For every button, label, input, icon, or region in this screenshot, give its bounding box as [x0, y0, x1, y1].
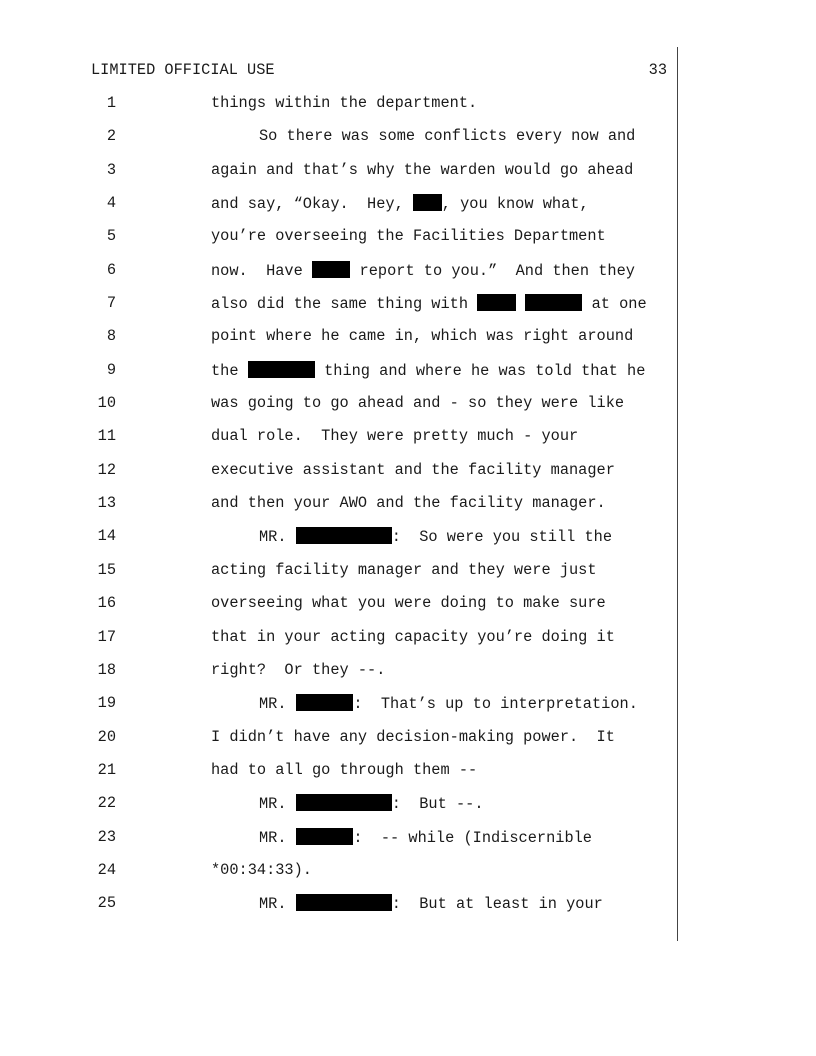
- transcript-line: [0, 394, 816, 427]
- line-text: [259, 828, 592, 847]
- transcript-line: [0, 294, 816, 327]
- redaction-block: [296, 527, 392, 544]
- line-number: 12: [97, 460, 116, 479]
- transcript-line: [0, 694, 816, 727]
- line-text: [259, 894, 603, 913]
- line-number: 8: [106, 327, 116, 346]
- text-run: : That’s up to interpretation.: [353, 695, 638, 714]
- redaction-block: [296, 828, 354, 845]
- text-run: that in your acting capacity you’re doing it: [211, 627, 615, 646]
- line-text: [211, 661, 385, 679]
- line-number: 22: [97, 794, 116, 813]
- redaction-block: [525, 294, 583, 311]
- redaction-block: [248, 361, 315, 378]
- transcript-line: [0, 227, 816, 260]
- text-run: had to all go through them --: [211, 760, 478, 779]
- line-text: [259, 127, 635, 145]
- transcript-line: [0, 594, 816, 627]
- line-number: 13: [97, 494, 116, 513]
- line-number: 16: [97, 594, 116, 613]
- redaction-block: [477, 294, 515, 311]
- line-text: [211, 394, 624, 412]
- text-run: things within the department.: [211, 94, 478, 112]
- line-number: 20: [97, 727, 116, 746]
- text-run: I didn’t have any decision-making power. It: [211, 727, 615, 746]
- line-number: 6: [106, 260, 116, 279]
- transcript-line: [0, 628, 816, 661]
- transcript-line: [0, 194, 816, 227]
- line-number: 17: [97, 627, 116, 646]
- redaction-block: [296, 794, 392, 811]
- transcript-line: [0, 161, 816, 194]
- line-text: [259, 694, 638, 713]
- text-run: was going to go ahead and - so they were like: [211, 394, 625, 413]
- line-text: [211, 327, 633, 345]
- transcript-line: [0, 861, 816, 894]
- text-run: *00:34:33).: [211, 860, 312, 879]
- text-run: overseeing what you were doing to make sure: [211, 594, 606, 613]
- redaction-block: [296, 894, 392, 911]
- line-text: [211, 861, 312, 879]
- line-number: 3: [106, 160, 116, 179]
- text-run: and say, “Okay. Hey,: [211, 195, 413, 214]
- line-text: [211, 227, 606, 245]
- line-number: 1: [106, 94, 116, 112]
- text-run: report to you.” And then they: [350, 261, 635, 280]
- line-number: 15: [97, 560, 116, 579]
- line-text: [211, 761, 477, 779]
- line-text: [211, 194, 589, 213]
- line-text: [211, 161, 633, 179]
- line-text: [211, 294, 647, 313]
- line-text: [211, 594, 606, 612]
- line-number: 18: [97, 660, 116, 679]
- line-number: 23: [97, 827, 116, 846]
- line-number: 25: [97, 894, 116, 913]
- transcript-line: [0, 527, 816, 560]
- classification-header: LIMITED OFFICIAL USE: [91, 61, 275, 79]
- text-run: you’re overseeing the Facilities Department: [211, 227, 606, 246]
- line-text: [211, 427, 578, 445]
- text-run: and then your AWO and the facility manager.: [211, 494, 606, 513]
- line-number: 4: [106, 194, 116, 213]
- text-run: , you know what,: [441, 195, 589, 214]
- transcript-line: [0, 828, 816, 861]
- line-number: 2: [106, 127, 116, 146]
- transcript-line: [0, 494, 816, 527]
- transcript-line: [0, 894, 816, 927]
- text-run: MR.: [259, 528, 296, 547]
- line-number: 5: [106, 227, 116, 246]
- text-run: : But at least in your: [391, 895, 603, 914]
- transcript-line: [0, 561, 816, 594]
- text-run: dual role. They were pretty much - your: [211, 427, 579, 446]
- text-run: MR.: [259, 895, 296, 914]
- transcript-line: [0, 461, 816, 494]
- transcript-line: [0, 361, 816, 394]
- redaction-block: [413, 194, 442, 211]
- transcript-line: [0, 728, 816, 761]
- line-text: [211, 628, 615, 646]
- text-run: the: [211, 361, 248, 380]
- line-text: [211, 261, 635, 280]
- transcript-line: [0, 127, 816, 160]
- line-number: 24: [97, 860, 116, 879]
- text-run: MR.: [259, 795, 296, 814]
- line-text: [211, 561, 597, 579]
- line-number: 9: [106, 360, 116, 379]
- text-run: acting facility manager and they were just: [211, 560, 597, 579]
- text-run: at one: [582, 295, 647, 314]
- line-number: 21: [97, 760, 116, 779]
- line-text: [211, 461, 615, 479]
- transcript-line: [0, 794, 816, 827]
- line-text: [211, 728, 615, 746]
- transcript-line: [0, 327, 816, 360]
- text-run: So there was some conflicts every now and: [259, 127, 636, 146]
- line-text: [211, 494, 606, 512]
- text-run: MR.: [259, 695, 296, 714]
- line-number: 19: [97, 694, 116, 713]
- transcript-lines: [0, 94, 816, 928]
- redaction-block: [312, 261, 350, 278]
- text-run: right? Or they --.: [211, 660, 386, 679]
- text-run: : But --.: [391, 795, 484, 814]
- line-number: 7: [106, 294, 116, 313]
- transcript-line: [0, 94, 816, 127]
- line-text: [211, 94, 477, 112]
- text-run: thing and where he was told that he: [314, 361, 646, 380]
- text-run: again and that’s why the warden would go ahead: [211, 160, 634, 179]
- line-text: [259, 527, 612, 546]
- transcript-line: [0, 261, 816, 294]
- page-number: 33: [648, 61, 667, 79]
- text-run: executive assistant and the facility manager: [211, 460, 615, 479]
- text-run: [516, 295, 525, 313]
- line-text: [259, 794, 484, 813]
- line-number: 11: [97, 427, 116, 446]
- text-run: MR.: [259, 828, 296, 847]
- line-number: 10: [97, 394, 116, 413]
- text-run: : So were you still the: [391, 528, 613, 547]
- text-run: also did the same thing with: [211, 295, 478, 314]
- text-run: point where he came in, which was right around: [211, 327, 634, 346]
- line-text: [211, 361, 645, 380]
- transcript-line: [0, 427, 816, 460]
- transcript-line: [0, 661, 816, 694]
- line-number: 14: [97, 527, 116, 546]
- transcript-line: [0, 761, 816, 794]
- redaction-block: [296, 694, 354, 711]
- text-run: now. Have: [211, 261, 312, 280]
- text-run: : -- while (Indiscernible: [353, 828, 592, 847]
